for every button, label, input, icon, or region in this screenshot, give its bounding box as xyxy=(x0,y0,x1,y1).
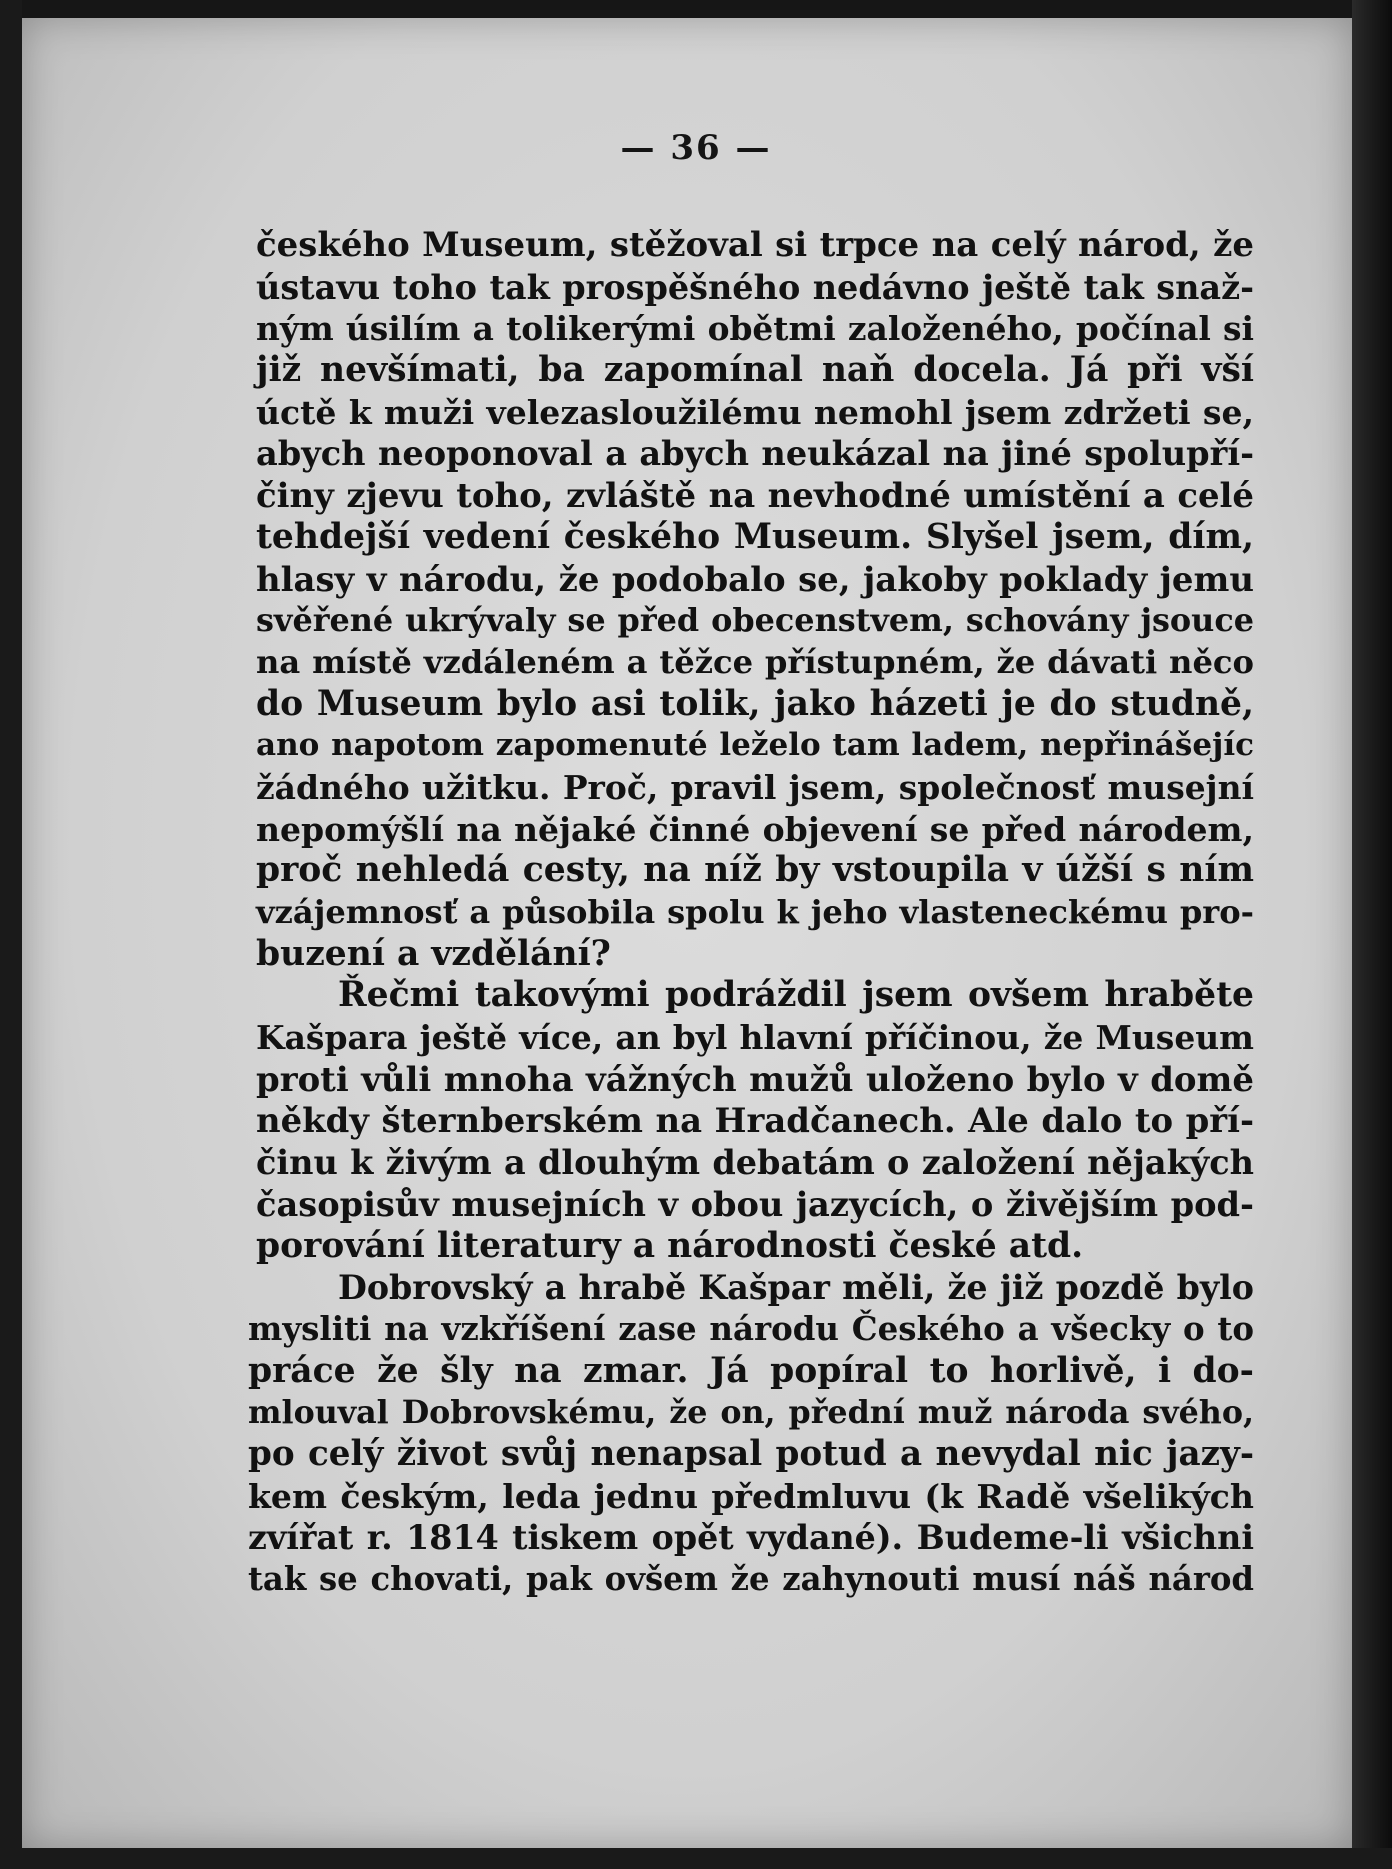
text-line: práce že šly na zmar. Já popíral to horlivě, i do- xyxy=(248,1350,1254,1391)
text-line: buzení a vzdělání? xyxy=(256,933,611,974)
text-line: abych neoponoval a abych neukázal na jiné spolupří- xyxy=(256,433,1254,474)
text-line: žádného užitku. Proč, pravil jsem, společnosť musejní xyxy=(256,767,1254,807)
scan-border-right xyxy=(1352,0,1392,1869)
text-line: porování literatury a národnosti české atd. xyxy=(256,1225,1084,1266)
text-line: činy zjevu toho, zvláště na nevhodné umístění a celé xyxy=(256,475,1254,516)
text-line: proti vůli mnoha vážných mužů uloženo bylo v domě xyxy=(256,1058,1254,1099)
text-line: hlasy v národu, že podobalo se, jakoby poklady jemu xyxy=(256,558,1254,599)
text-line: tak se chovati, pak ovšem že zahynouti musí náš národ xyxy=(248,1560,1254,1598)
text-line: do Museum bylo asi tolik, jako házeti je do studně, xyxy=(256,683,1254,724)
text-line: svěřené ukrývaly se před obecenstvem, schovány jsouce xyxy=(256,601,1254,640)
text-line: na místě vzdáleném a těžce přístupném, že dávati něco xyxy=(256,642,1254,681)
scan-border-bottom xyxy=(0,1848,1392,1869)
scan-border-left xyxy=(0,0,22,1869)
text-line: ústavu toho tak prospěšného nedávno ještě tak snaž- xyxy=(256,267,1254,307)
page-number: — 36 — xyxy=(620,128,772,168)
text-line: po celý život svůj nenapsal potud a nevydal nic jazy- xyxy=(248,1433,1254,1474)
text-line: vzájemnosť a působila spolu k jeho vlasteneckému pro- xyxy=(256,893,1254,931)
text-line: činu k živým a dlouhým debatám o založení nějakých xyxy=(256,1143,1254,1183)
text-line: proč nehledá cesty, na níž by vstoupila v úžší s ním xyxy=(256,850,1254,891)
text-line: českého Museum, stěžoval si trpce na celý národ, že xyxy=(256,225,1254,265)
text-line: již nevšímati, ba zapomínal naň docela. Já při vší xyxy=(256,350,1254,391)
text-line: úctě k muži velezasloužilému nemohl jsem zdržeti se, xyxy=(256,392,1254,432)
text-line: mysliti na vzkříšení zase národu Českého a všecky o to xyxy=(248,1309,1254,1348)
scan-border-top xyxy=(0,0,1392,18)
text-line: nepomýšlí na nějaké činné objevení se před národem, xyxy=(256,809,1254,849)
text-line: ano napotom zapomenuté leželo tam ladem, nepřinášejíc xyxy=(256,727,1254,764)
text-line: ným úsilím a tolikerými obětmi založeného, počínal si xyxy=(256,309,1254,349)
text-line: mlouval Dobrovskému, že on, přední muž národa svého, xyxy=(248,1394,1254,1432)
body-text xyxy=(248,225,1254,1601)
text-line: někdy šternberském na Hradčanech. Ale dalo to pří- xyxy=(256,1100,1254,1141)
text-line: kem českým, leda jednu předmluvu (k Radě všelikých xyxy=(248,1476,1254,1516)
text-line: zvířat r. 1814 tiskem opět vydané). Budeme-li všichni xyxy=(248,1518,1254,1558)
text-line: Dobrovský a hrabě Kašpar měli, že již pozdě bylo xyxy=(338,1268,1254,1308)
text-line: časopisův musejních v obou jazycích, o živějším pod- xyxy=(256,1183,1254,1224)
text-line: Řečmi takovými podráždil jsem ovšem hraběte xyxy=(338,975,1254,1016)
text-line: tehdejší vedení českého Museum. Slyšel jsem, dím, xyxy=(256,516,1254,557)
text-line: Kašpara ještě více, an byl hlavní příčinou, že Museum xyxy=(256,1018,1254,1058)
